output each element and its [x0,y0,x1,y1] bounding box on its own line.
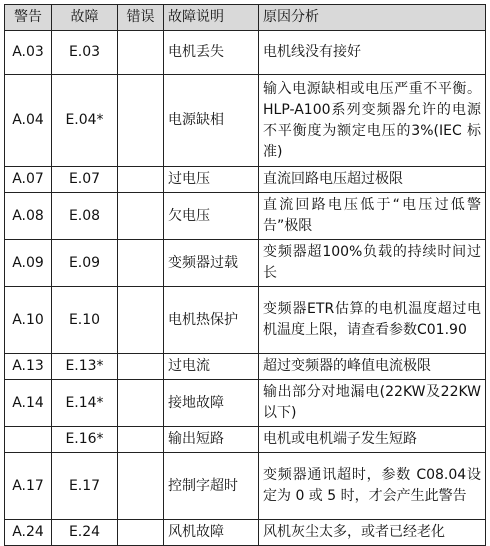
cause-cell: 直流回路电压超过极限 [259,167,486,193]
description-cell: 欠电压 [164,193,259,240]
description-cell: 电机丢失 [164,31,259,75]
fault-cell: E.13* [52,354,118,380]
header-warning: 警告 [5,5,52,31]
description-cell: 输出短路 [164,427,259,453]
warning-cell: A.24 [5,520,52,546]
error-cell [118,453,164,520]
warning-cell: A.17 [5,453,52,520]
table-row [5,240,486,287]
table-row [5,167,486,193]
header-cause: 原因分析 [259,5,486,31]
cause-cell: 变频器ETR估算的电机温度超过电机温度上限，请查看参数C01.90 [259,287,486,354]
cause-cell: 电机或电机端子发生短路 [259,427,486,453]
table-row [5,380,486,427]
error-cell [118,167,164,193]
description-cell: 变频器过载 [164,240,259,287]
error-cell [118,287,164,354]
error-cell [118,354,164,380]
cause-cell: 电机线没有接好 [259,31,486,75]
fault-cell: E.14* [52,380,118,427]
cause-cell: 输出部分对地漏电(22KW及22KW以下) [259,380,486,427]
header-row [5,5,486,31]
description-cell: 控制字超时 [164,453,259,520]
table-row [5,193,486,240]
description-cell: 电机热保护 [164,287,259,354]
table-row [5,75,486,167]
table-row [5,520,486,546]
error-cell [118,31,164,75]
fault-cell: E.17 [52,453,118,520]
error-cell [118,380,164,427]
table-row [5,427,486,453]
warning-cell: A.07 [5,167,52,193]
warning-cell: A.03 [5,31,52,75]
fault-cell: E.04* [52,75,118,167]
warning-cell: A.10 [5,287,52,354]
table-row [5,354,486,380]
warning-cell: A.14 [5,380,52,427]
warning-cell [5,427,52,453]
cause-cell: 直流回路电压低于“电压过低警告”极限 [259,193,486,240]
table-row [5,287,486,354]
warning-cell: A.09 [5,240,52,287]
description-cell: 接地故障 [164,380,259,427]
error-cell [118,240,164,287]
table-row [5,453,486,520]
warning-cell: A.04 [5,75,52,167]
description-cell: 风机故障 [164,520,259,546]
fault-cell: E.10 [52,287,118,354]
header-description: 故障说明 [164,5,259,31]
fault-cell: E.08 [52,193,118,240]
header-fault: 故障 [52,5,118,31]
cause-cell: 变频器超100%负载的持续时间过长 [259,240,486,287]
cause-cell: 变频器通讯超时，参数 C08.04设定为 0 或 5 时，才会产生此警告 [259,453,486,520]
error-cell [118,193,164,240]
error-cell [118,520,164,546]
fault-cell: E.07 [52,167,118,193]
fault-cell: E.16* [52,427,118,453]
fault-cell: E.03 [52,31,118,75]
fault-cell: E.09 [52,240,118,287]
table-row [5,31,486,75]
fault-cell: E.24 [52,520,118,546]
error-cell [118,75,164,167]
warning-cell: A.13 [5,354,52,380]
description-cell: 过电流 [164,354,259,380]
cause-cell: 超过变频器的峰值电流极限 [259,354,486,380]
cause-cell: 风机灰尘太多，或者已经老化 [259,520,486,546]
fault-table [4,4,486,546]
cause-cell: 输入电源缺相或电压严重不平衡。HLP-A100系列变频器允许的电源不平衡度为额定电压的3%(IEC 标准) [259,75,486,167]
description-cell: 过电压 [164,167,259,193]
header-error: 错误 [118,5,164,31]
error-cell [118,427,164,453]
description-cell: 电源缺相 [164,75,259,167]
warning-cell: A.08 [5,193,52,240]
